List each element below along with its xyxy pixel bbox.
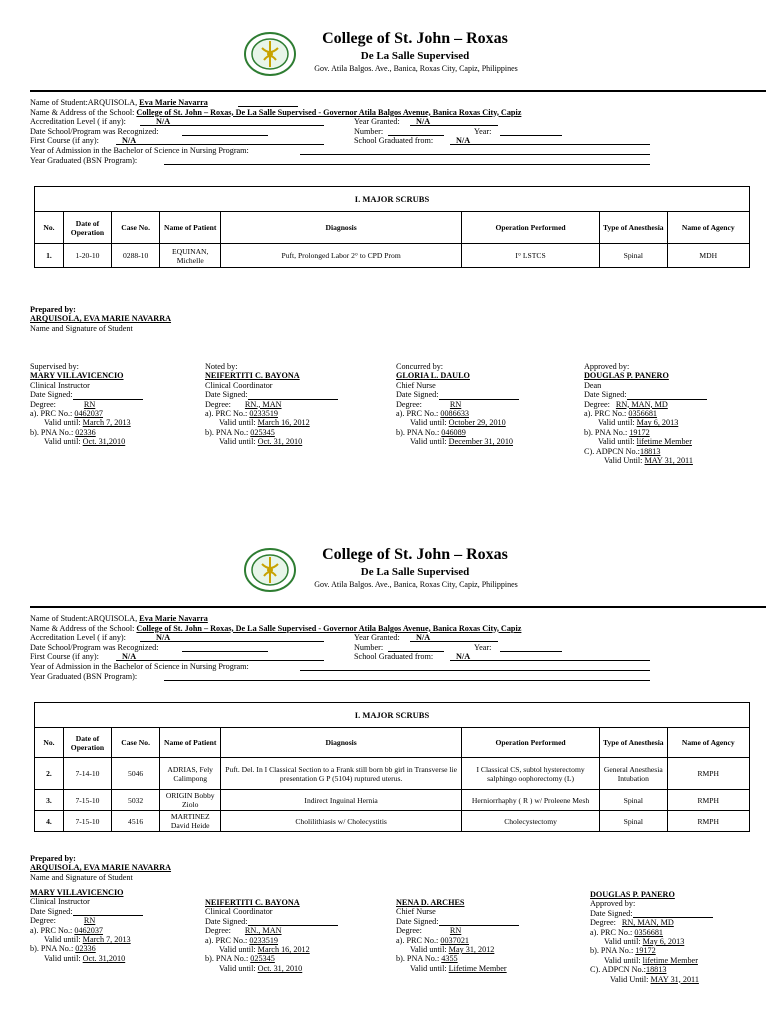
noted-by: NEIFERTITI C. BAYONA Clinical Coordinator Date Signed: Degree: RN., MAN a). PRC No.: 0233519 Valid until: March 16, 2012 b). PNA No.: 025345 Valid until: Oct. 31, 2010 <box>205 898 338 973</box>
school-value: College of St. John – Roxas, De La Salle Supervised - Governor Atila Balgos Avenue, Banica Roxas City, Capiz <box>136 107 522 117</box>
table-row: 3. 7-15-10 5032 ORIGIN Bobby Ziolo Indirect Inguinal Hernia Herniorrhaphy ( R ) w/ Proleene Mesh Spinal RMPH <box>35 790 750 811</box>
prepared-name: ARQUISOLA, EVA MARIE NAVARRA <box>30 314 172 324</box>
college-name: College of St. John – Roxas <box>322 30 508 47</box>
accreditation-value: N/A <box>156 117 171 127</box>
table-title: I. MAJOR SCRUBS <box>35 187 750 212</box>
major-scrubs-table: I. MAJOR SCRUBS No. Date of Operation Case No. Name of Patient Diagnosis Operation Performed Type of Anesthesia Name of Agency 1. 1-20-10 0288-10 EQUINAN, Michelle Puft, Prolonged Labor 2° to CPD Prom I° LSTCS Spinal MDH <box>34 186 750 268</box>
prepared-by: Prepared by: ARQUISOLA, EVA MARIE NAVARRA Name and Signature of Student <box>30 305 172 333</box>
college-name: College of St. John – Roxas <box>322 546 508 563</box>
supervised-by: Supervised by: MARY VILLAVICENCIO Clinical Instructor Date Signed: Degree: RN a). PRC No.: 0462037 Valid until: March 7, 2013 b). PNA No.: 02336 Valid until: Oct. 31,2010 <box>30 362 143 447</box>
student-info: Name of Student:ARQUISOLA, Eva Marie Navarra Name & Address of the School: College of St. John – Roxas, De La Salle Supervised - Governor Atila Balgos Avenue, Banica Roxas City, Capiz Accreditation Level ( if any): N/A Year Granted: N/A Date School/Program was Recognized: Number: Year: First Course (if any): N/A School Graduated from: N/A Year of Admission in the Bachelor of Science in Nursing Program: Year Graduated (BSN Program): <box>30 98 768 165</box>
student-name: Eva Marie Navarra <box>139 98 208 107</box>
supervision-line: De La Salle Supervised <box>360 566 470 578</box>
page-1 <box>0 28 768 498</box>
major-scrubs-table: I. MAJOR SCRUBS No. Date of Operation Case No. Name of Patient Diagnosis Operation Performed Type of Anesthesia Name of Agency 2. 7-14-10 5046 ADRIAS, Fely Calimpong Puft. Del. In I Classical Section to a Frank still born bb girl in Transverse lie presentation G P (5104) ruptured uterus. I Classical CS, subtol hysterectomy salphingo oophorectomy (L) General Anesthesia Intubation RMPH 3. 7-15-10 5032 ORIGIN Bobby Ziolo Indirect Inguinal Hernia Herniorrhaphy ( R ) w/ Proleene Mesh Spinal RMPH 4. 7-15-10 4516 MARTINEZ David Heide Cholilithiasis w/ Cholecystitis Cholecystectomy Spinal RMPH <box>34 702 750 832</box>
student-info: Name of Student:ARQUISOLA, Eva Marie Navarra Name & Address of the School: College of St. John – Roxas, De La Salle Supervised - Governor Atila Balgos Avenue, Banica Roxas City, Capiz Accreditation Level ( if any): N/A Year Granted: N/A Date School/Program was Recognized: Number: Year: First Course (if any): N/A School Graduated from: N/A Year of Admission in the Bachelor of Science in Nursing Program: Year Graduated (BSN Program): <box>30 614 768 681</box>
approved-by: DOUGLAS P. PANERO Approved by: Date Signed: Degree: RN, MAN, MD a). PRC No.: 0356681 Valid until: May 6, 2013 b). PNA No.: 19172 Valid until: lifetime Member C). ADPCN No.:18813 Valid Until: MAY 31, 2011 <box>590 890 713 984</box>
header-rule <box>30 606 766 608</box>
supervision-line: De La Salle Supervised <box>360 50 470 62</box>
approved-by: Approved by: DOUGLAS P. PANERO Dean Date Signed: Degree: RN, MAN, MD a). PRC No.: 0356681 Valid until: May 6, 2013 b). PNA No.: 19172 Valid until: lifetime Member C). ADPCN No.:18813 Valid Until: MAY 31, 2011 <box>584 362 707 465</box>
first-course-value: N/A <box>122 136 137 146</box>
letterhead <box>0 28 768 80</box>
year-granted-value: N/A <box>416 117 431 127</box>
student-name-first: ARQUISOLA, <box>87 98 138 107</box>
concurred-by: Concurred by: GLORIA L. DAULO Chief Nurse Date Signed: Degree: RN a). PRC No.: 0086633 Valid until: October 29, 2010 b). PNA No.: 046089 Valid until: December 31, 2010 <box>396 362 519 447</box>
table-row: 1. 1-20-10 0288-10 EQUINAN, Michelle Puft, Prolonged Labor 2° to CPD Prom I° LSTCS Spinal MDH <box>35 244 750 268</box>
table-row: 2. 7-14-10 5046 ADRIAS, Fely Calimpong Puft. Del. In I Classical Section to a Frank still born bb girl in Transverse lie presentation G P (5104) ruptured uterus. I Classical CS, subtol hysterectomy salphingo oophorectomy (L) General Anesthesia Intubation RMPH <box>35 758 750 790</box>
page-2 <box>0 544 768 1024</box>
concurred-by: NENA D. ARCHES Chief Nurse Date Signed: Degree: RN a). PRC No.: 0037021 Valid until: May 31, 2012 b). PNA No.: 4355 Valid until: Lifetime Member <box>396 898 519 973</box>
table-title: I. MAJOR SCRUBS <box>35 703 750 728</box>
supervised-by: MARY VILLAVICENCIO Clinical Instructor Date Signed: Degree: RN a). PRC No.: 0462037 Valid until: March 7, 2013 b). PNA No.: 02336 Valid until: Oct. 31,2010 <box>30 888 143 963</box>
prepared-by: Prepared by: ARQUISOLA, EVA MARIE NAVARRA Name and Signature of Student <box>30 854 172 882</box>
table-row: 4. 7-15-10 4516 MARTINEZ David Heide Cholilithiasis w/ Cholecystitis Cholecystectomy Spinal RMPH <box>35 811 750 832</box>
college-address: Gov. Atila Balgos. Ave., Banica, Roxas City, Capiz, Philippines <box>314 580 518 589</box>
letterhead <box>0 544 768 596</box>
noted-by: Noted by: NEIFERTITI C. BAYONA Clinical Coordinator Date Signed: Degree: RN., MAN a). PRC No.: 0233519 Valid until: March 16, 2012 b). PNA No.: 025345 Valid until: Oct. 31, 2010 <box>205 362 338 447</box>
college-seal-logo <box>244 32 296 76</box>
college-seal-logo <box>244 548 296 592</box>
school-grad-value: N/A <box>456 136 471 146</box>
college-address: Gov. Atila Balgos. Ave., Banica, Roxas City, Capiz, Philippines <box>314 64 518 73</box>
header-rule <box>30 90 766 92</box>
